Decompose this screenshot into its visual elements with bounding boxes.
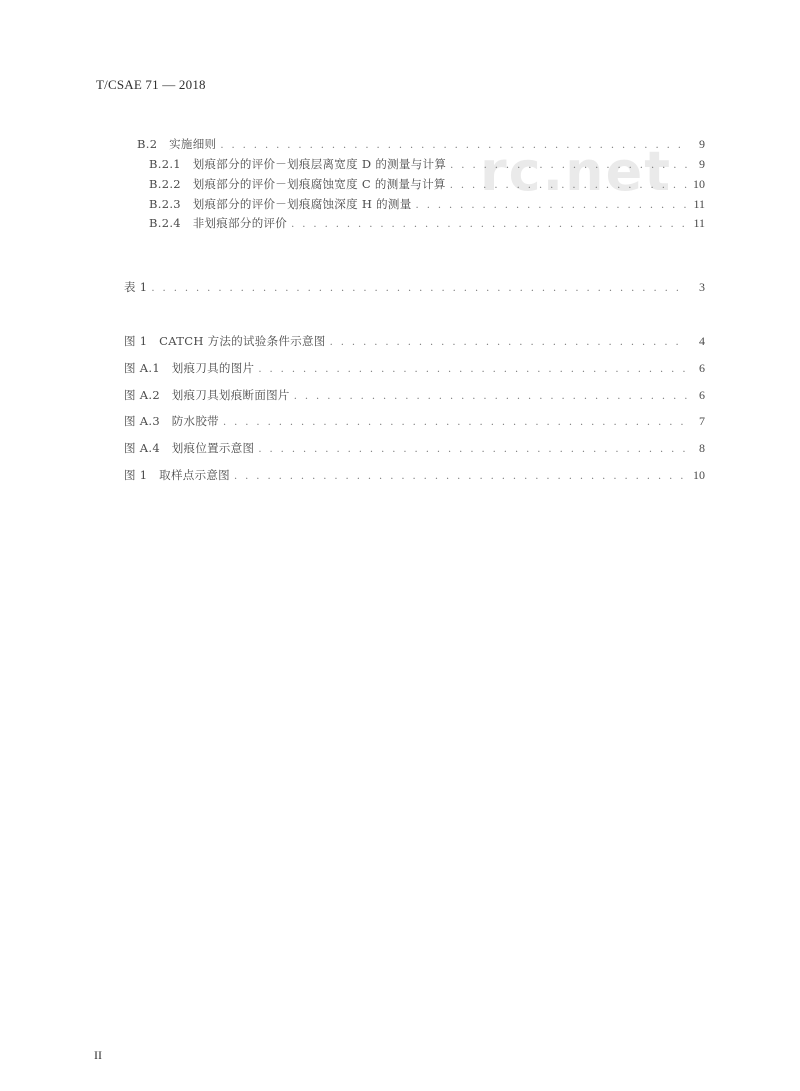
- toc-entry-label: 表 1: [124, 280, 148, 294]
- page-number-footer: II: [94, 1048, 102, 1062]
- toc-entry-label: 图 1 取样点示意图: [124, 468, 230, 482]
- toc-page-number: 9: [699, 137, 705, 151]
- toc-leader-dots: [416, 199, 687, 213]
- toc-entry-label: B.2 实施细则: [137, 137, 217, 151]
- toc-entry-label: B.2.3 划痕部分的评价－划痕腐蚀深度 H 的测量: [149, 197, 412, 211]
- toc-page-number: 3: [699, 280, 705, 294]
- toc-entry-label: 图 A.2 划痕刀具划痕断面图片: [124, 388, 290, 402]
- toc-page-number: 10: [693, 468, 705, 482]
- toc-leader-dots: [294, 390, 687, 404]
- toc-page-number: 11: [693, 197, 705, 211]
- toc-entry-b2-3[interactable]: [149, 197, 705, 211]
- toc-entry-label: 图 A.3 防水胶带: [124, 414, 219, 428]
- document-id-header: T/CSAE 71 — 2018: [96, 77, 206, 92]
- toc-leader-dots: [450, 159, 687, 173]
- toc-page-number: 8: [699, 441, 705, 455]
- cropped-footer-fragment: [352, 1082, 442, 1091]
- toc-leader-dots: [450, 179, 687, 193]
- toc-leader-dots: [234, 470, 687, 484]
- toc-entry-figure-a1[interactable]: [124, 361, 705, 375]
- toc-leader-dots: [223, 416, 687, 430]
- watermark: rc.net: [480, 140, 673, 203]
- toc-entry-figure-1[interactable]: [124, 334, 705, 348]
- toc-page-number: 7: [699, 414, 705, 428]
- toc-entry-label: 图 A.4 划痕位置示意图: [124, 441, 255, 455]
- toc-entry-label: 图 A.1 划痕刀具的图片: [124, 361, 255, 375]
- toc-entry-b2[interactable]: [137, 137, 705, 151]
- toc-entry-figure-sampling[interactable]: [124, 468, 705, 482]
- toc-leader-dots: [258, 363, 687, 377]
- toc-leader-dots: [291, 218, 687, 232]
- toc-entry-label: 图 1 CATCH 方法的试验条件示意图: [124, 334, 326, 348]
- toc-leader-dots: [151, 282, 687, 296]
- toc-entry-b2-1[interactable]: [149, 157, 705, 171]
- toc-entry-label: B.2.2 划痕部分的评价－划痕腐蚀宽度 C 的测量与计算: [149, 177, 446, 191]
- toc-page-number: 11: [693, 216, 705, 230]
- toc-page-number: 4: [699, 334, 705, 348]
- toc-page-number: 10: [693, 177, 705, 191]
- toc-entry-b2-4[interactable]: [149, 216, 705, 230]
- toc-entry-figure-a3[interactable]: [124, 414, 705, 428]
- toc-entry-label: B.2.4 非划痕部分的评价: [149, 216, 288, 230]
- toc-entry-figure-a4[interactable]: [124, 441, 705, 455]
- toc-page-number: 9: [699, 157, 705, 171]
- toc-leader-dots: [220, 139, 687, 153]
- toc-leader-dots: [258, 443, 687, 457]
- toc-page-number: 6: [699, 361, 705, 375]
- toc-entry-label: B.2.1 划痕部分的评价－划痕层离宽度 D 的测量与计算: [149, 157, 447, 171]
- toc-entry-table-1[interactable]: [124, 280, 705, 294]
- toc-page-number: 6: [699, 388, 705, 402]
- toc-entry-b2-2[interactable]: [149, 177, 705, 191]
- toc-entry-figure-a2[interactable]: [124, 388, 705, 402]
- toc-leader-dots: [330, 336, 687, 350]
